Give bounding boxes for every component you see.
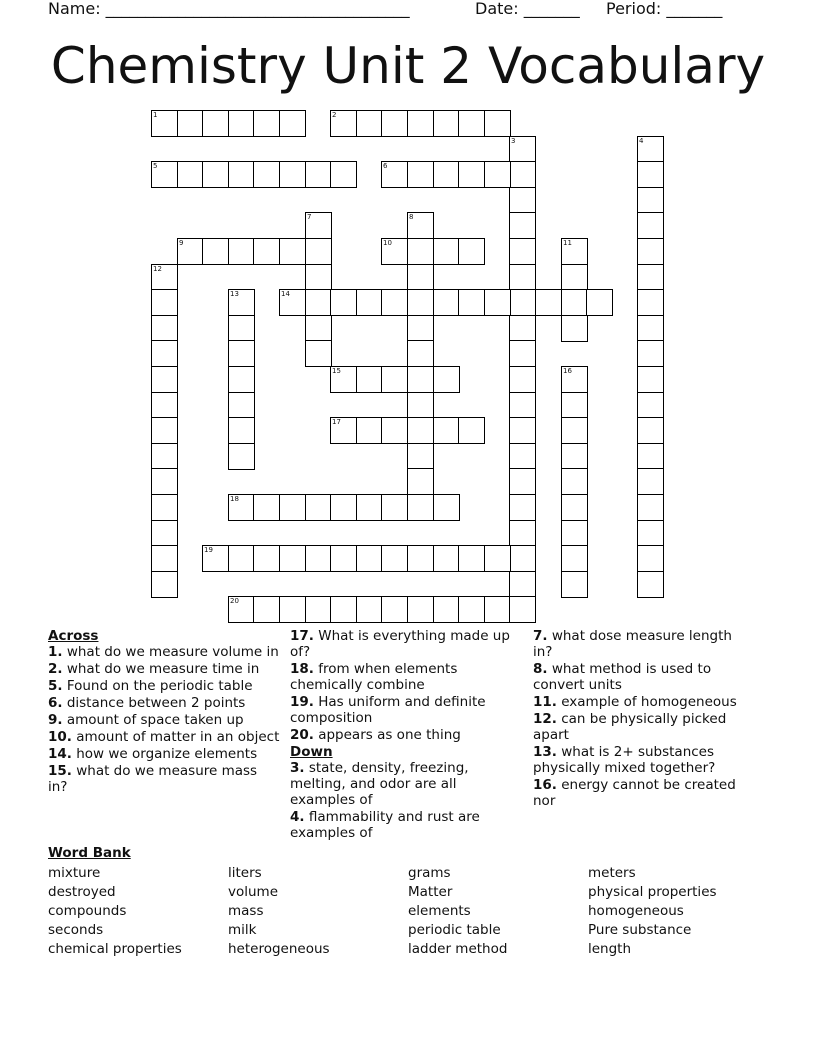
crossword-cell[interactable] <box>561 468 588 495</box>
clue-number: 4 <box>639 137 644 145</box>
clue-number: 6 <box>383 162 388 170</box>
crossword-cell[interactable] <box>484 289 511 316</box>
crossword-cell[interactable] <box>509 571 536 598</box>
crossword-cell[interactable] <box>637 443 664 470</box>
across-title: Across <box>48 628 99 644</box>
crossword-cell[interactable] <box>637 161 664 188</box>
crossword-cell[interactable] <box>407 392 434 419</box>
crossword-cell[interactable] <box>637 545 664 572</box>
crossword-cell[interactable] <box>637 417 664 444</box>
crossword-cell[interactable] <box>509 340 536 367</box>
crossword-cell[interactable] <box>509 289 536 316</box>
crossword-cell[interactable] <box>407 417 434 444</box>
clue-across-5: 5. Found on the periodic table <box>48 678 253 694</box>
word-bank-word: heterogeneous <box>228 941 330 957</box>
clue-across-14: 14. how we organize elements <box>48 746 258 762</box>
crossword-cell[interactable] <box>637 187 664 214</box>
crossword-cell[interactable] <box>356 417 383 444</box>
crossword-cell[interactable] <box>228 161 255 188</box>
crossword-cell[interactable] <box>561 238 588 265</box>
word-bank-word: ladder method <box>408 941 508 957</box>
clue-number: 14 <box>281 290 290 298</box>
crossword-cell[interactable] <box>151 571 178 598</box>
crossword-cell[interactable] <box>381 494 408 521</box>
word-bank-word: homogeneous <box>588 903 684 919</box>
crossword-cell[interactable] <box>381 366 408 393</box>
crossword-cell[interactable] <box>381 596 408 623</box>
word-bank-word: grams <box>408 865 451 881</box>
crossword-cell[interactable] <box>509 520 536 547</box>
crossword-cell[interactable] <box>381 417 408 444</box>
crossword-cell[interactable] <box>177 110 204 137</box>
clue-down-13: 13. what is 2+ substances physically mixed together? <box>533 744 716 776</box>
crossword-cell[interactable] <box>433 366 460 393</box>
crossword-cell[interactable] <box>151 289 178 316</box>
word-bank-col3 <box>408 864 507 959</box>
crossword-cell[interactable] <box>228 340 255 367</box>
crossword-cell[interactable] <box>458 289 485 316</box>
crossword-cell[interactable] <box>637 315 664 342</box>
crossword-cell[interactable] <box>535 289 562 316</box>
crossword-cell[interactable] <box>305 315 332 342</box>
crossword-cell[interactable] <box>407 110 434 137</box>
crossword-cell[interactable] <box>151 110 178 137</box>
word-bank-word: elements <box>408 903 471 919</box>
crossword-cell[interactable] <box>305 340 332 367</box>
crossword-cell[interactable] <box>228 596 255 623</box>
clues-col2 <box>290 628 518 842</box>
crossword-cell[interactable] <box>356 110 383 137</box>
crossword-cell[interactable] <box>433 289 460 316</box>
crossword-cell[interactable] <box>561 520 588 547</box>
word-bank-word: meters <box>588 865 636 881</box>
crossword-cell[interactable] <box>561 571 588 598</box>
crossword-cell[interactable] <box>509 443 536 470</box>
crossword-cell[interactable] <box>177 161 204 188</box>
clue-number: 11 <box>563 239 572 247</box>
clue-number: 17 <box>332 418 341 426</box>
word-bank-word: Pure substance <box>588 922 692 938</box>
crossword-cell[interactable] <box>509 366 536 393</box>
crossword-cell[interactable] <box>151 366 178 393</box>
crossword-cell[interactable] <box>561 264 588 291</box>
crossword-cell[interactable] <box>253 596 280 623</box>
clue-number: 20 <box>230 597 239 605</box>
word-bank-col4 <box>588 864 717 959</box>
word-bank-word: periodic table <box>408 922 501 938</box>
word-bank-word: liters <box>228 865 262 881</box>
crossword-cell[interactable] <box>279 110 306 137</box>
clue-number: 10 <box>383 239 392 247</box>
crossword-cell[interactable] <box>228 545 255 572</box>
crossword-cell[interactable] <box>458 161 485 188</box>
crossword-cell[interactable] <box>151 545 178 572</box>
across-clues-col1 <box>48 628 280 796</box>
crossword-cell[interactable] <box>151 264 178 291</box>
clue-down-7: 7. what dose measure length in? <box>533 628 732 660</box>
crossword-cell[interactable] <box>202 238 229 265</box>
crossword-cell[interactable] <box>305 238 332 265</box>
crossword-cell[interactable] <box>433 161 460 188</box>
clue-number: 3 <box>511 137 516 145</box>
crossword-cell[interactable] <box>381 110 408 137</box>
crossword-cell[interactable] <box>637 494 664 521</box>
crossword-cell[interactable] <box>305 494 332 521</box>
crossword-cell[interactable] <box>407 545 434 572</box>
crossword-cell[interactable] <box>509 212 536 239</box>
crossword-cell[interactable] <box>458 238 485 265</box>
crossword-cell[interactable] <box>484 161 511 188</box>
word-bank-word: physical properties <box>588 884 717 900</box>
crossword-cell[interactable] <box>586 289 613 316</box>
crossword-cell[interactable] <box>305 212 332 239</box>
clue-number: 8 <box>409 213 414 221</box>
crossword-cell[interactable] <box>228 366 255 393</box>
clue-number: 1 <box>153 111 158 119</box>
crossword-cell[interactable] <box>228 238 255 265</box>
word-bank-word: mixture <box>48 865 101 881</box>
crossword-cell[interactable] <box>228 392 255 419</box>
crossword-cell[interactable] <box>561 494 588 521</box>
clue-across-1: 1. what do we measure volume in <box>48 644 279 660</box>
crossword-cell[interactable] <box>151 520 178 547</box>
crossword-cell[interactable] <box>509 315 536 342</box>
crossword-cell[interactable] <box>279 545 306 572</box>
crossword-cell[interactable] <box>637 238 664 265</box>
crossword-cell[interactable] <box>279 289 306 316</box>
word-bank-word: chemical properties <box>48 941 182 957</box>
crossword-cell[interactable] <box>381 161 408 188</box>
crossword-cell[interactable] <box>407 494 434 521</box>
crossword-cell[interactable] <box>433 110 460 137</box>
crossword-cell[interactable] <box>253 238 280 265</box>
crossword-cell[interactable] <box>381 238 408 265</box>
crossword-cell[interactable] <box>305 264 332 291</box>
crossword-cell[interactable] <box>381 545 408 572</box>
crossword-cell[interactable] <box>330 596 357 623</box>
crossword-cell[interactable] <box>509 392 536 419</box>
crossword-cell[interactable] <box>637 366 664 393</box>
crossword-cell[interactable] <box>433 417 460 444</box>
crossword-cell[interactable] <box>561 289 588 316</box>
clue-number: 13 <box>230 290 239 298</box>
crossword-cell[interactable] <box>561 392 588 419</box>
crossword-cell[interactable] <box>202 545 229 572</box>
clue-down-4: 4. flammability and rust are examples of <box>290 809 480 841</box>
clue-number: 19 <box>204 546 213 554</box>
crossword-cell[interactable] <box>202 161 229 188</box>
crossword-cell[interactable] <box>509 596 536 623</box>
crossword-cell[interactable] <box>330 289 357 316</box>
crossword-cell[interactable] <box>330 366 357 393</box>
clue-number: 9 <box>179 239 184 247</box>
word-bank-word: length <box>588 941 632 957</box>
down-clues-col3 <box>533 628 747 810</box>
crossword-cell[interactable] <box>458 596 485 623</box>
clue-across-19: 19. Has uniform and definite composition <box>290 694 486 726</box>
clue-number: 7 <box>307 213 312 221</box>
word-bank-word: seconds <box>48 922 104 938</box>
crossword-cell[interactable] <box>637 468 664 495</box>
crossword-cell[interactable] <box>279 161 306 188</box>
crossword-cell[interactable] <box>407 212 434 239</box>
clue-down-3: 3. state, density, freezing, melting, and odor are all examples of <box>290 760 469 808</box>
clue-number: 12 <box>153 265 162 273</box>
crossword-cell[interactable] <box>509 136 536 163</box>
clue-number: 2 <box>332 111 337 119</box>
clue-number: 15 <box>332 367 341 375</box>
crossword-cell[interactable] <box>151 161 178 188</box>
clue-number: 18 <box>230 495 239 503</box>
crossword-cell[interactable] <box>177 238 204 265</box>
crossword-cell[interactable] <box>356 366 383 393</box>
word-bank-col2 <box>228 864 330 959</box>
crossword-cell[interactable] <box>151 340 178 367</box>
crossword-cell[interactable] <box>433 545 460 572</box>
crossword-cell[interactable] <box>407 596 434 623</box>
crossword-cell[interactable] <box>637 264 664 291</box>
crossword-cell[interactable] <box>381 289 408 316</box>
crossword-cell[interactable] <box>407 340 434 367</box>
clue-down-8: 8. what method is used to convert units <box>533 661 712 693</box>
crossword-cell[interactable] <box>509 494 536 521</box>
crossword-cell[interactable] <box>151 315 178 342</box>
crossword-cell[interactable] <box>305 596 332 623</box>
crossword-cell[interactable] <box>407 161 434 188</box>
crossword-cell[interactable] <box>356 545 383 572</box>
crossword-cell[interactable] <box>637 571 664 598</box>
crossword-cell[interactable] <box>228 289 255 316</box>
clue-across-15: 15. what do we measure mass in? <box>48 763 258 795</box>
crossword-cell[interactable] <box>151 494 178 521</box>
crossword-cell[interactable] <box>637 520 664 547</box>
clue-across-10: 10. amount of matter in an object <box>48 729 280 745</box>
page-title: Chemistry Unit 2 Vocabulary <box>50 37 766 95</box>
crossword-cell[interactable] <box>228 443 255 470</box>
crossword-cell[interactable] <box>330 494 357 521</box>
crossword-cell[interactable] <box>202 110 229 137</box>
clue-down-12: 12. can be physically picked apart <box>533 711 727 743</box>
crossword-cell[interactable] <box>151 392 178 419</box>
clue-across-6: 6. distance between 2 points <box>48 695 246 711</box>
crossword-cell[interactable] <box>330 545 357 572</box>
crossword-cell[interactable] <box>356 289 383 316</box>
crossword-cell[interactable] <box>305 289 332 316</box>
word-bank-word: destroyed <box>48 884 116 900</box>
word-bank-word: milk <box>228 922 257 938</box>
crossword-cell[interactable] <box>509 161 536 188</box>
crossword-cell[interactable] <box>407 315 434 342</box>
clue-across-20: 20. appears as one thing <box>290 727 461 743</box>
crossword-cell[interactable] <box>356 596 383 623</box>
clue-across-9: 9. amount of space taken up <box>48 712 244 728</box>
crossword-cell[interactable] <box>228 417 255 444</box>
date-field[interactable]: Date: _______ <box>475 0 580 18</box>
crossword-cell[interactable] <box>151 443 178 470</box>
crossword-cell[interactable] <box>484 110 511 137</box>
clue-across-17: 17. What is everything made up of? <box>290 628 510 660</box>
crossword-cell[interactable] <box>279 596 306 623</box>
word-bank-word: mass <box>228 903 264 919</box>
clue-number: 5 <box>153 162 158 170</box>
crossword-cell[interactable] <box>433 596 460 623</box>
crossword-cell[interactable] <box>253 110 280 137</box>
period-field[interactable]: Period: _______ <box>606 0 723 18</box>
crossword-cell[interactable] <box>509 264 536 291</box>
crossword-cell[interactable] <box>356 494 383 521</box>
crossword-cell[interactable] <box>637 212 664 239</box>
crossword-cell[interactable] <box>151 417 178 444</box>
crossword-cell[interactable] <box>561 443 588 470</box>
crossword-cell[interactable] <box>637 136 664 163</box>
word-bank-word: volume <box>228 884 279 900</box>
word-bank-title: Word Bank <box>48 845 131 861</box>
word-bank-word: compounds <box>48 903 127 919</box>
crossword-cell[interactable] <box>151 468 178 495</box>
crossword-cell[interactable] <box>253 545 280 572</box>
clue-across-18: 18. from when elements chemically combine <box>290 661 458 693</box>
crossword-cell[interactable] <box>279 238 306 265</box>
crossword-cell[interactable] <box>330 110 357 137</box>
crossword-cell[interactable] <box>407 289 434 316</box>
crossword-cell[interactable] <box>509 468 536 495</box>
crossword-cell[interactable] <box>458 545 485 572</box>
crossword-cell[interactable] <box>253 494 280 521</box>
crossword-cell[interactable] <box>407 443 434 470</box>
clue-down-11: 11. example of homogeneous <box>533 694 737 710</box>
crossword-cell[interactable] <box>305 545 332 572</box>
word-bank-word: Matter <box>408 884 453 900</box>
crossword-cell[interactable] <box>407 366 434 393</box>
crossword-cell[interactable] <box>407 468 434 495</box>
clue-across-2: 2. what do we measure time in <box>48 661 260 677</box>
crossword-cell[interactable] <box>228 494 255 521</box>
crossword-cell[interactable] <box>509 417 536 444</box>
crossword-cell[interactable] <box>330 417 357 444</box>
crossword-cell[interactable] <box>561 417 588 444</box>
crossword-cell[interactable] <box>253 161 280 188</box>
crossword-cell[interactable] <box>305 161 332 188</box>
crossword-cell[interactable] <box>509 238 536 265</box>
crossword-cell[interactable] <box>637 340 664 367</box>
word-bank-col1 <box>48 864 182 959</box>
crossword-cell[interactable] <box>561 315 588 342</box>
crossword-cell[interactable] <box>228 110 255 137</box>
crossword-cell[interactable] <box>279 494 306 521</box>
crossword-cell[interactable] <box>433 494 460 521</box>
clue-down-16: 16. energy cannot be created nor <box>533 777 736 809</box>
crossword-cell[interactable] <box>433 238 460 265</box>
name-field[interactable]: Name: ______________________________________ <box>48 0 410 18</box>
crossword-cell[interactable] <box>561 545 588 572</box>
crossword-cell[interactable] <box>561 366 588 393</box>
down-title: Down <box>290 744 333 760</box>
clue-number: 16 <box>563 367 572 375</box>
crossword-cell[interactable] <box>637 392 664 419</box>
crossword-cell[interactable] <box>509 187 536 214</box>
crossword-cell[interactable] <box>484 596 511 623</box>
crossword-cell[interactable] <box>330 161 357 188</box>
crossword-cell[interactable] <box>509 545 536 572</box>
crossword-cell[interactable] <box>228 315 255 342</box>
crossword-cell[interactable] <box>458 110 485 137</box>
crossword-cell[interactable] <box>484 545 511 572</box>
crossword-cell[interactable] <box>407 264 434 291</box>
crossword-cell[interactable] <box>407 238 434 265</box>
crossword-cell[interactable] <box>458 417 485 444</box>
crossword-cell[interactable] <box>637 289 664 316</box>
